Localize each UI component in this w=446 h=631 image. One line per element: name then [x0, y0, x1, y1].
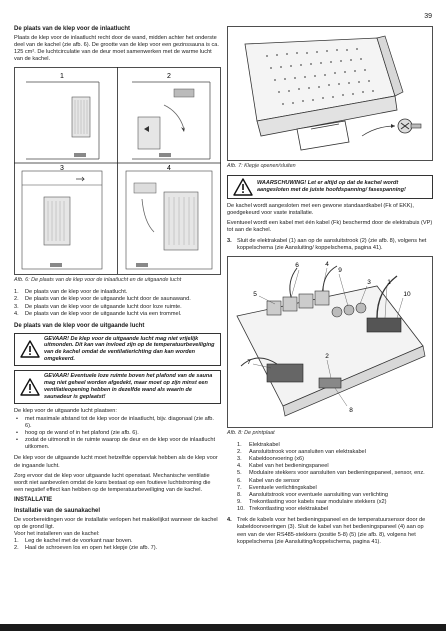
figure-8-label-1: 1 [387, 278, 391, 286]
list-item: 9. Trekontlasting voor kabels naar modulaire stekkers (x2) [237, 499, 387, 505]
figure-6-label-3: 3 [60, 165, 64, 173]
list-item: • met maximale afstand tot de klep voor de inlaatlucht, bijv. diagonaal (zie afb. 6). [14, 416, 221, 430]
figure-6-panel-1 [26, 82, 99, 159]
connection-body-1: De kachel wordt aangesloten met een gewone standaardkabel (Fk of EKK), goedgekeurd voor vaste installatie. [227, 202, 414, 217]
figure-8-label-8: 8 [349, 406, 353, 414]
danger-text-2: GEVAAR! Eventuele loze ruimte boven het plafond van de sauna mag niet geheel worden afgedekt, maar moet op zijn minst een ventilatieopening hebben in dezelfde wand als waarin de saunadeur is geplaatst! [44, 373, 213, 400]
figure-7-drawing [227, 26, 433, 161]
figure-8-label-9: 9 [338, 266, 342, 274]
danger-box-1 [14, 333, 221, 367]
step-3: 3. Sluit de elektrakabel (1) aan op de aansluitstrook (2) (zie afb. 8), volgens het koppelschema (zie Aansluiting/ koppelschema, pagina 41). [227, 237, 427, 251]
list-item: 4. Kabel van het bedieningspaneel [237, 463, 329, 470]
figure-8 [227, 256, 433, 428]
figure-6-label-4: 4 [167, 165, 171, 173]
figure-8-caption: Afb. 8: De printplaat [227, 429, 275, 436]
list-item: 3. De plaats van de klep voor de uitgaande lucht door loze ruimte. [14, 303, 182, 310]
warning-triangle-icon [18, 378, 42, 396]
figure-6-label-2: 2 [167, 73, 171, 81]
figure-6-panel-2 [132, 82, 210, 159]
figure-6-list [14, 289, 221, 318]
screw-icon [398, 119, 421, 133]
warning-triangle-icon [18, 340, 42, 358]
left-column [14, 26, 221, 557]
right-column [227, 26, 433, 546]
outlet-body-2: Zorg ervoor dat de klep voor uitgaande lucht openstaat. Mechanische ventilatie wordt niet aanbevolen omdat de kans bestaat op een foutieve luchtstroming die een negatief effect kan hebben op de temperatuurbeveiliging van de kachel. [14, 472, 211, 494]
list-item: 1. Elektrakabel [237, 441, 280, 448]
list-item: 3. Kabeldoorvoering (x6) [237, 456, 305, 463]
outlet-body-1: De klep voor de uitgaande lucht moet hetzelfde oppervlak hebben als de klep voor de ingaande lucht. [14, 455, 218, 469]
figure-6-panel-3 [22, 171, 102, 269]
figure-8-legend [237, 442, 433, 514]
installation-subheading: Installatie van de saunakachel [14, 507, 101, 514]
warning-box [227, 175, 433, 199]
list-item: 6. Kabel van de sensor [237, 477, 300, 484]
list-item: 8. Aansluitstrook voor eventuele aansluiting van verlichting [237, 491, 388, 498]
warning-text: WAARSCHUWING! Let er altijd op dat de kachel wordt aangesloten met de juiste hoofdspanning/ fasespanning! [257, 180, 406, 193]
figure-6-label-1: 1 [60, 73, 64, 81]
installation-intro: Voor het installeren van de kachel: [14, 530, 100, 537]
list-item: 2. De plaats van de klep voor de uitgaande lucht door de saunawand. [14, 296, 191, 303]
outlet-intro: De klep voor de uitgaande lucht plaatsen: [14, 407, 117, 414]
figure-8-label-10: 10 [403, 290, 411, 298]
danger-text-1: GEVAAR! De klep voor de uitgaande lucht mag niet vrijelijk uitmonden. Dit kan van invloed zijn op de temperatuurbeveiliging van de kachel omdat de ventilatierichting dan kan worden omgekeerd. [44, 335, 215, 363]
figure-7-caption: Afb. 7: Klepje openen/sluiten [227, 163, 296, 169]
figure-6 [14, 67, 221, 275]
connection-body-2: Eventueel wordt een kabel met één kabel (Fk) beschermd door de elektrabuis (VP) tot aan de kachel. [227, 220, 433, 234]
warning-triangle-icon [231, 178, 255, 196]
list-item: 5. Modulaire stekkers voor aansluiten van bedieningspaneel, sensor, enz. [237, 470, 425, 477]
installation-body: De voorbereidingen voor de installatie verlopen het makkelijkst wanneer de kachel op de grond ligt. [14, 516, 218, 530]
list-item: 2. Haal de schroeven los en open het klepje (zie afb. 7). [14, 545, 158, 552]
figure-6-caption: Afb. 6: De plaats van de klep voor de inlaatlucht en de uitgaande lucht [14, 277, 182, 284]
outlet-bullets [14, 416, 221, 452]
figure-8-drawing [227, 256, 433, 428]
footer-bar [0, 624, 446, 631]
page-number: 39 [424, 13, 432, 20]
installation-steps [14, 538, 221, 552]
figure-7 [227, 26, 433, 161]
figure-8-label-4: 4 [325, 260, 329, 268]
step-4: 4. Trek de kabels voor het bedieningspaneel en de temperatuursensor door de kabeldoorvoeringen (3). Sluit de kabel van het bedieningspaneel (4) aan op een van de vier RS485-stekkers (positie 5-8) (5) (zie afb. 8), volgens het koppelschema (zie Aansluiting/koppelschema, pagina 41). [227, 517, 426, 545]
section-body-inlet: Plaats de klep voor de inlaatlucht recht door de wand, midden achter het onderste deel van de kachel (zie afb. 6). De grootte van de klep voor een gezinssauna is ca. 125 cm². De luchtcirculatie van de deur moet samenwerken met de warme lucht van de kachel. [14, 34, 219, 63]
list-item: 1. De plaats van de klep voor de inlaatlucht. [14, 289, 128, 296]
figure-8-label-6: 6 [295, 261, 299, 269]
figure-8-label-2: 2 [325, 352, 329, 360]
figure-6-panel-4 [126, 171, 212, 269]
list-item: • hoog op de wand of in het plafond (zie afb. 6). [14, 430, 221, 437]
figure-8-label-3: 3 [367, 278, 371, 286]
list-item: 2. Aansluitstrook voor aansluiten van elektrakabel [237, 448, 366, 455]
list-item: • zodat de uitmondt in de ruimte waarop de deur en de klep voor de inlaatlucht uitkomen. [14, 437, 221, 451]
section-title-inlet: De plaats van de klep voor de inlaatlucht [14, 26, 131, 32]
installation-heading: INSTALLATIE [14, 497, 53, 504]
figure-8-label-5: 5 [253, 290, 257, 298]
list-item: 4. De plaats van de klep voor de uitgaande lucht via een trommel. [14, 310, 182, 317]
list-item: 10. Trekontlasting voor elektrakabel [237, 506, 329, 513]
list-item: 1. Leg de kachel met de voorkant naar boven. [14, 538, 133, 545]
danger-box-2 [14, 370, 221, 404]
figure-6-drawing [14, 67, 221, 275]
list-item: 7. Eventuele verlichtingskabel [237, 484, 317, 491]
figure-8-label-7: 7 [247, 358, 251, 366]
section-title-outlet: De plaats van de klep voor de uitgaande lucht [14, 322, 145, 329]
